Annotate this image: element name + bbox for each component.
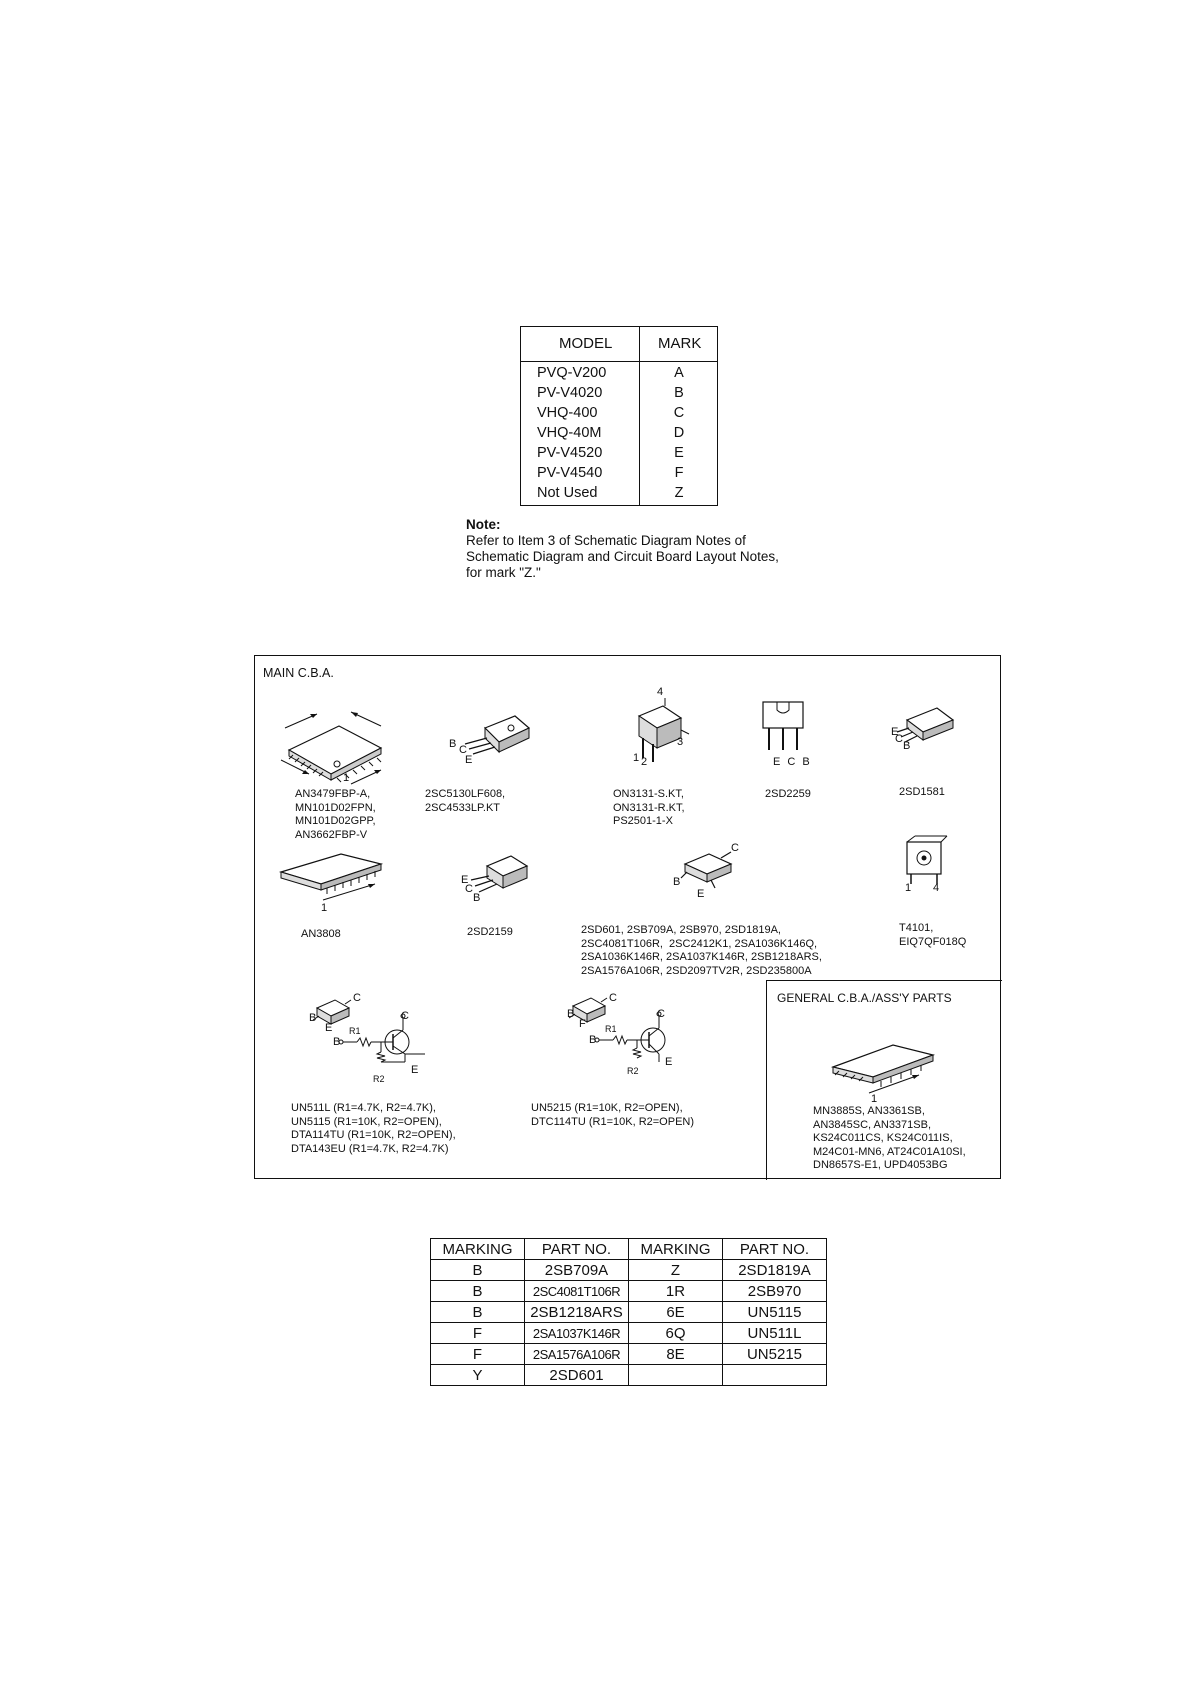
r1-label: R1 bbox=[605, 1024, 617, 1034]
table-header-row bbox=[431, 1239, 827, 1260]
table-row bbox=[431, 1281, 827, 1302]
table-row bbox=[521, 485, 717, 505]
pin-1-label: 1 bbox=[343, 772, 350, 784]
pin-c-label: C bbox=[657, 1008, 665, 1020]
model-cell: VHQ-40M bbox=[537, 425, 602, 441]
model-cell: PV-V4020 bbox=[537, 385, 603, 401]
marking-cell: F bbox=[431, 1344, 525, 1365]
mark-cell: A bbox=[674, 365, 684, 381]
pin-c-label: C bbox=[353, 992, 361, 1004]
table-row bbox=[431, 1344, 827, 1365]
model-cell: Not Used bbox=[537, 485, 598, 501]
marking-cell: B bbox=[431, 1281, 525, 1302]
sip-ic-icon bbox=[277, 850, 387, 906]
part-no-cell: UN511L bbox=[723, 1323, 827, 1344]
part-no-header: PART NO. bbox=[723, 1239, 827, 1260]
pin-c-label: C bbox=[401, 1010, 409, 1022]
part-no-cell: 2SB970 bbox=[723, 1281, 827, 1302]
marking-header: MARKING bbox=[629, 1239, 723, 1260]
pin-c-label: C bbox=[459, 744, 467, 756]
part-no-cell: 2SC4081T106R bbox=[525, 1281, 629, 1302]
marking-cell: B bbox=[431, 1302, 525, 1323]
table-row bbox=[521, 465, 717, 485]
mark-cell: E bbox=[674, 445, 684, 461]
pin-b-label: B bbox=[449, 738, 457, 750]
ecb-pin-labels: E C B bbox=[773, 756, 812, 768]
part-no-cell: 2SB709A bbox=[525, 1260, 629, 1281]
table-row bbox=[521, 405, 717, 425]
pin-e-label: E bbox=[411, 1064, 419, 1076]
table-row bbox=[431, 1260, 827, 1281]
smd-transistor-icon bbox=[675, 844, 755, 894]
marking-cell: 6E bbox=[629, 1302, 723, 1323]
part-no-cell: UN5215 bbox=[723, 1344, 827, 1365]
sot89-part-list: 2SD1581 bbox=[899, 786, 945, 798]
pin-2-label: 2 bbox=[641, 756, 648, 768]
pin-e-label: E bbox=[325, 1022, 333, 1034]
qfp-part-list: AN3479FBP-A, MN101D02FPN, MN101D02GPP, AN3662FBP-V bbox=[295, 788, 376, 841]
main-cba-title: MAIN C.B.A. bbox=[263, 666, 334, 680]
part-no-header: PART NO. bbox=[525, 1239, 629, 1260]
pin-b-label: B bbox=[673, 876, 681, 888]
mark-cell: F bbox=[674, 465, 684, 481]
part-no-cell: 2SD601 bbox=[525, 1365, 629, 1386]
part-no-cell bbox=[723, 1365, 827, 1386]
part-no-cell: UN5115 bbox=[723, 1302, 827, 1323]
general-parts-title: GENERAL C.B.A./ASS'Y PARTS bbox=[777, 991, 952, 1005]
pin-c-label: C bbox=[895, 733, 903, 745]
pin-c-label: C bbox=[465, 883, 473, 895]
smd-part-list: 2SD601, 2SB709A, 2SB970, 2SD1819A, 2SC4081T106R, 2SC2412K1, 2SA1036K146Q, 2SA1036K146R, 2SA1037K146R, 2SB1218ARS, 2SA1576A106R, 2SD2097TV2R, 2SD235800A bbox=[581, 924, 822, 977]
marking-cell: B bbox=[431, 1260, 525, 1281]
mark-cell: D bbox=[673, 425, 685, 441]
pin-b-label: B bbox=[473, 892, 481, 904]
digital-transistor-2-part-list: UN5215 (R1=10K, R2=OPEN), DTC114TU (R1=10K, R2=OPEN) bbox=[531, 1102, 695, 1128]
pin-b-label: B bbox=[333, 1036, 341, 1048]
marking-cell: 1R bbox=[629, 1281, 723, 1302]
table-row bbox=[521, 365, 717, 385]
pin-4-label: 4 bbox=[657, 686, 664, 698]
part-no-cell: 2SB1218ARS bbox=[525, 1302, 629, 1323]
marking-part-table bbox=[430, 1238, 827, 1386]
table-row bbox=[431, 1323, 827, 1344]
table-row bbox=[521, 445, 717, 465]
to220-transistor-icon bbox=[445, 714, 535, 764]
pin-c-label: C bbox=[609, 992, 617, 1004]
pin-3-label: 3 bbox=[677, 736, 684, 748]
table-row bbox=[431, 1302, 827, 1323]
model-cell: PV-V4520 bbox=[537, 445, 603, 461]
r1-label: R1 bbox=[349, 1026, 361, 1036]
model-cell: PV-V4540 bbox=[537, 465, 603, 481]
part-no-cell: 2SA1576A106R bbox=[525, 1344, 629, 1365]
model-cell: VHQ-400 bbox=[537, 405, 598, 421]
mark-cell: Z bbox=[674, 485, 684, 501]
digital-transistor-1-part-list: UN511L (R1=4.7K, R2=4.7K), UN5115 (R1=10K, R2=OPEN), DTA114TU (R1=10K, R2=OPEN), DTA143EU (R1=4.7K, R2=4.7K) bbox=[291, 1102, 456, 1155]
pin-1-label: 1 bbox=[633, 752, 640, 764]
note-line: for mark "Z." bbox=[466, 565, 541, 580]
model-cell: PVQ-V200 bbox=[537, 365, 607, 381]
to92-transistor-icon bbox=[755, 698, 815, 758]
table-row bbox=[431, 1365, 827, 1386]
sip-part-list: AN3808 bbox=[301, 928, 341, 940]
pin-b-label: B bbox=[589, 1034, 597, 1046]
pin-b-label: B bbox=[903, 740, 911, 752]
pin-e-label: E bbox=[891, 726, 899, 738]
marking-cell: 8E bbox=[629, 1344, 723, 1365]
r2-label: R2 bbox=[373, 1074, 385, 1084]
soic-chip-icon bbox=[829, 1041, 939, 1101]
marking-cell: F bbox=[431, 1323, 525, 1344]
part-no-cell: 2SD1819A bbox=[723, 1260, 827, 1281]
part-no-cell: 2SA1037K146R bbox=[525, 1323, 629, 1344]
note-line: Schematic Diagram and Circuit Board Layout Notes, bbox=[466, 549, 779, 564]
pin-1-label: 1 bbox=[321, 902, 328, 914]
note-label: Note: bbox=[466, 517, 501, 532]
pin-b-label: B bbox=[567, 1008, 575, 1020]
main-cba-box bbox=[254, 655, 1001, 1179]
pin-e-label: E bbox=[665, 1056, 673, 1068]
marking-header: MARKING bbox=[431, 1239, 525, 1260]
tsmall-part-list: 2SD2159 bbox=[467, 926, 513, 938]
mark-cell: B bbox=[674, 385, 684, 401]
mark-cell: C bbox=[673, 405, 685, 421]
pin-b-label: B bbox=[309, 1012, 317, 1024]
coil-part-list: T4101, EIQ7QF018Q bbox=[899, 922, 967, 948]
to92-part-list: 2SD2259 bbox=[765, 788, 811, 800]
to220-part-list: 2SC5130LF608, 2SC4533LP.KT bbox=[425, 788, 506, 814]
pin-1-label: 1 bbox=[905, 882, 912, 894]
marking-cell bbox=[629, 1365, 723, 1386]
pin-1-label: 1 bbox=[871, 1093, 878, 1105]
general-parts-box bbox=[766, 980, 1002, 1180]
marking-cell: Y bbox=[431, 1365, 525, 1386]
r2-label: R2 bbox=[627, 1066, 639, 1076]
model-header: MODEL bbox=[559, 335, 613, 352]
table-row bbox=[521, 425, 717, 445]
table-row bbox=[521, 385, 717, 405]
table-divider bbox=[521, 361, 717, 362]
pin-e-label: E bbox=[465, 754, 473, 766]
pin-c-label: C bbox=[731, 842, 739, 854]
pin-f-label: F bbox=[579, 1018, 586, 1030]
pin-e-label: E bbox=[697, 888, 705, 900]
mark-header: MARK bbox=[658, 335, 702, 352]
pin-4-label: 4 bbox=[933, 882, 940, 894]
marking-cell: 6Q bbox=[629, 1323, 723, 1344]
general-part-list: MN3885S, AN3361SB, AN3845SC, AN3371SB, KS24C011CS, KS24C011IS, M24C01-MN6, AT24C01A10SI, DN8657S-E1, UPD4053BG bbox=[813, 1105, 966, 1171]
marking-cell: Z bbox=[629, 1260, 723, 1281]
model-rows bbox=[521, 365, 717, 505]
note-line: Refer to Item 3 of Schematic Diagram Notes of bbox=[466, 533, 746, 548]
optocoupler-part-list: ON3131-S.KT, ON3131-R.KT, PS2501-1-X bbox=[613, 788, 685, 827]
model-mark-table bbox=[520, 326, 718, 506]
qfp-chip-icon bbox=[277, 708, 387, 788]
pin-e-label: E bbox=[461, 874, 469, 886]
note bbox=[466, 517, 779, 581]
